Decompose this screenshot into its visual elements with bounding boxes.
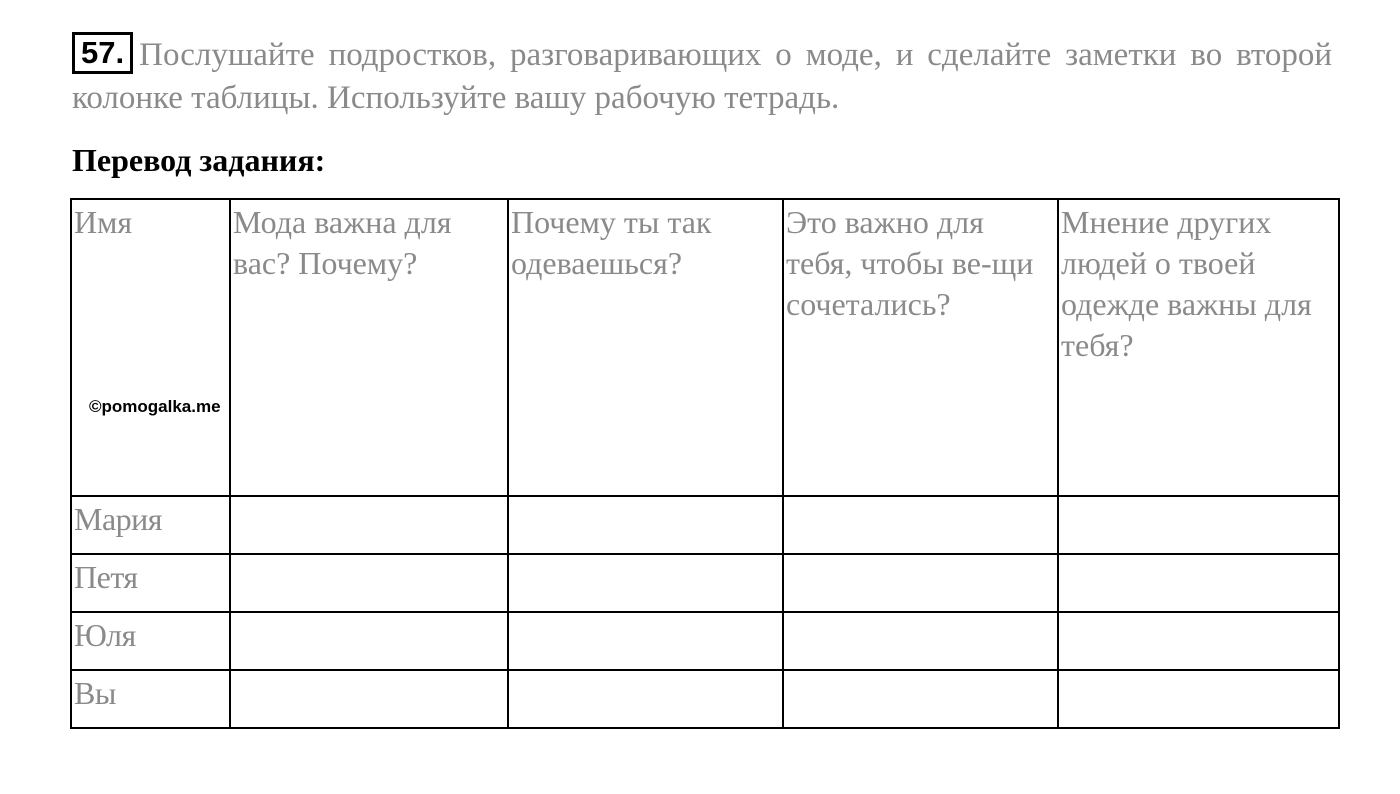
task-number: 57. xyxy=(72,32,133,74)
header-others-opinion: Мнение других людей о твоей одежде важны для тебя? xyxy=(1058,199,1339,496)
table-row xyxy=(71,612,1339,670)
table-cell[interactable] xyxy=(783,670,1058,728)
header-why-dress: Почему ты так одеваешься? xyxy=(508,199,783,496)
table-cell[interactable] xyxy=(1058,612,1339,670)
row-name: Мария xyxy=(71,496,230,554)
header-things-match: Это важно для тебя, чтобы ве-щи сочетались? xyxy=(783,199,1058,496)
notes-table xyxy=(70,198,1340,729)
table-cell[interactable] xyxy=(508,554,783,612)
task-block xyxy=(72,34,1332,120)
watermark: ©pomogalka.me xyxy=(89,397,221,416)
table-cell[interactable] xyxy=(783,496,1058,554)
table-cell[interactable] xyxy=(508,496,783,554)
table-cell[interactable] xyxy=(508,670,783,728)
task-text: Послушайте подростков, разговаривающих о моде, и сделайте заметки во второй колонке таблицы. Используйте вашу рабочую тетрадь. xyxy=(72,37,1332,116)
table-cell[interactable] xyxy=(1058,496,1339,554)
row-name: Юля xyxy=(71,612,230,670)
task-intro xyxy=(72,34,1332,120)
table-cell[interactable] xyxy=(1058,670,1339,728)
table-cell[interactable] xyxy=(230,612,508,670)
table-cell[interactable] xyxy=(230,554,508,612)
row-name: Петя xyxy=(71,554,230,612)
header-fashion-important: Мода важна для вас? Почему? xyxy=(230,199,508,496)
table-cell[interactable] xyxy=(508,612,783,670)
table-row xyxy=(71,496,1339,554)
table-row xyxy=(71,554,1339,612)
table-cell[interactable] xyxy=(1058,554,1339,612)
table-cell[interactable] xyxy=(230,670,508,728)
table-header-row xyxy=(71,199,1339,496)
table-cell[interactable] xyxy=(230,496,508,554)
table-cell[interactable] xyxy=(783,612,1058,670)
row-name: Вы xyxy=(71,670,230,728)
table-cell[interactable] xyxy=(783,554,1058,612)
header-name: Имя xyxy=(71,199,230,496)
table-row xyxy=(71,670,1339,728)
translation-heading: Перевод задания: xyxy=(72,142,326,178)
